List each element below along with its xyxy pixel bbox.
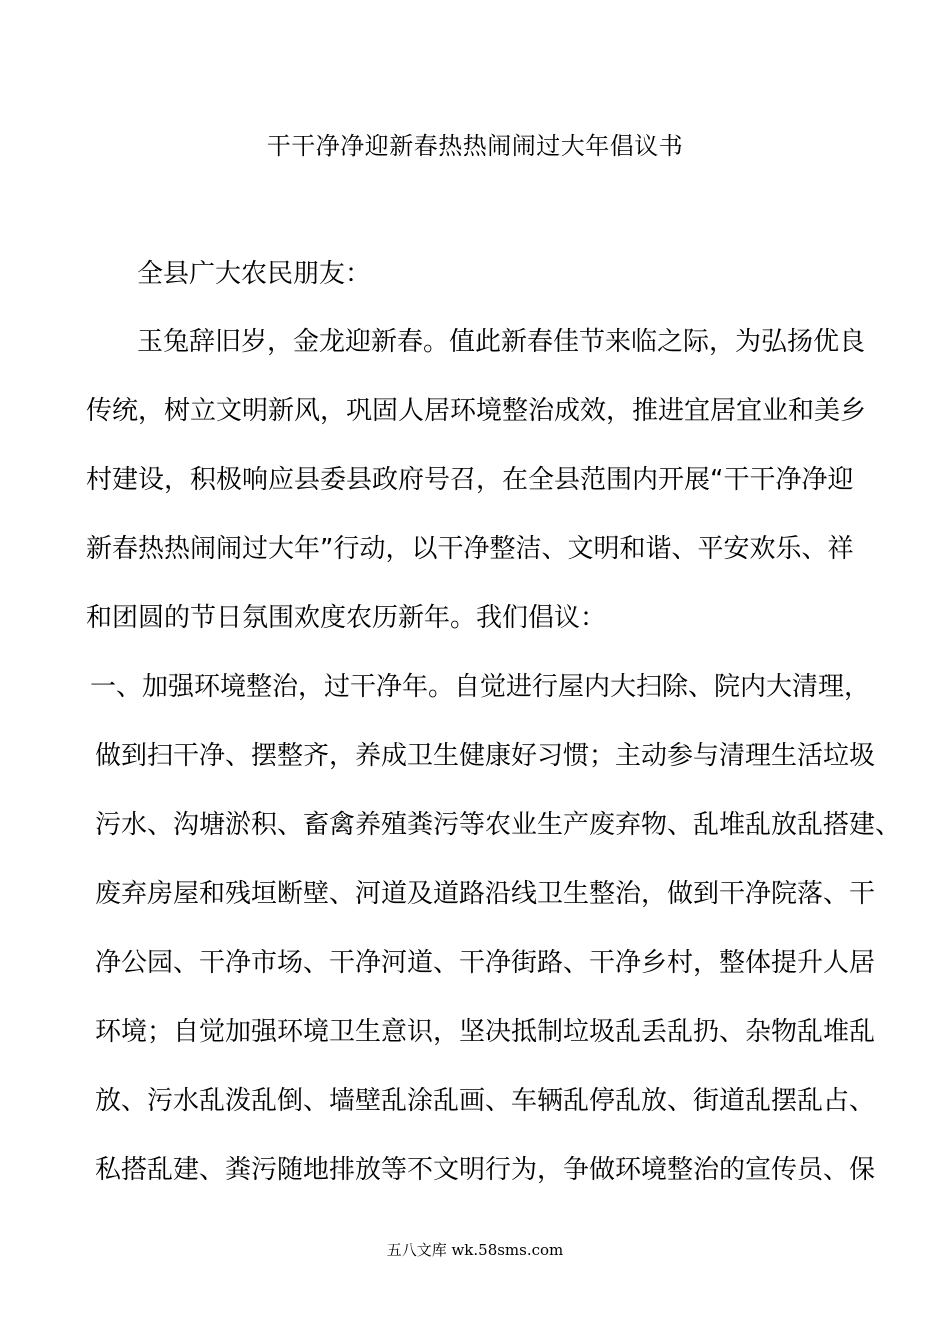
section-1-line-6: 环境；自觉加强环境卫生意识，坚决抵制垃圾乱丢乱扔、杂物乱堆乱 bbox=[95, 1017, 876, 1047]
section-1-line-1: 一、加强环境整治，过干净年。自觉进行屋内大扫除、院内大清理， bbox=[90, 672, 871, 702]
salutation: 全县广大农民朋友： bbox=[137, 259, 372, 289]
paragraph-1-line-3: 村建设，积极响应县委县政府号召，在全县范围内开展“干干净净迎 bbox=[86, 465, 854, 495]
section-1-line-7: 放、污水乱泼乱倒、墙壁乱涂乱画、车辆乱停乱放、街道乱摆乱占、 bbox=[95, 1086, 876, 1116]
section-1-line-4: 废弃房屋和残垣断壁、河道及道路沿线卫生整治，做到干净院落、干 bbox=[95, 879, 876, 909]
section-1-line-5: 净公园、干净市场、干净河道、干净街路、干净乡村，整体提升人居 bbox=[95, 948, 876, 978]
paragraph-1-line-2: 传统，树立文明新风，巩固人居环境整治成效，推进宜居宜业和美乡 bbox=[86, 396, 867, 426]
paragraph-1-line-5: 和团圆的节日氛围欢度农历新年。我们倡议： bbox=[86, 603, 607, 633]
page-footer: 五八文库 wk.58sms.com bbox=[386, 1241, 564, 1259]
paragraph-1-line-4: 新春热热闹闹过大年”行动，以干净整洁、文明和谐、平安欢乐、祥 bbox=[86, 534, 854, 564]
document-title: 干干净净迎新春热热闹闹过大年倡议书 bbox=[266, 132, 684, 160]
section-1-line-8: 私搭乱建、粪污随地排放等不文明行为，争做环境整治的宣传员、保 bbox=[95, 1155, 876, 1185]
section-1-line-3: 污水、沟塘淤积、畜禽养殖粪污等农业生产废弃物、乱堆乱放乱搭建、 bbox=[95, 810, 902, 840]
paragraph-1-line-1: 玉兔辞旧岁，金龙迎新春。值此新春佳节来临之际，为弘扬优良 bbox=[137, 327, 866, 357]
section-1-line-2: 做到扫干净、摆整齐，养成卫生健康好习惯；主动参与清理生活垃圾 bbox=[95, 741, 876, 771]
